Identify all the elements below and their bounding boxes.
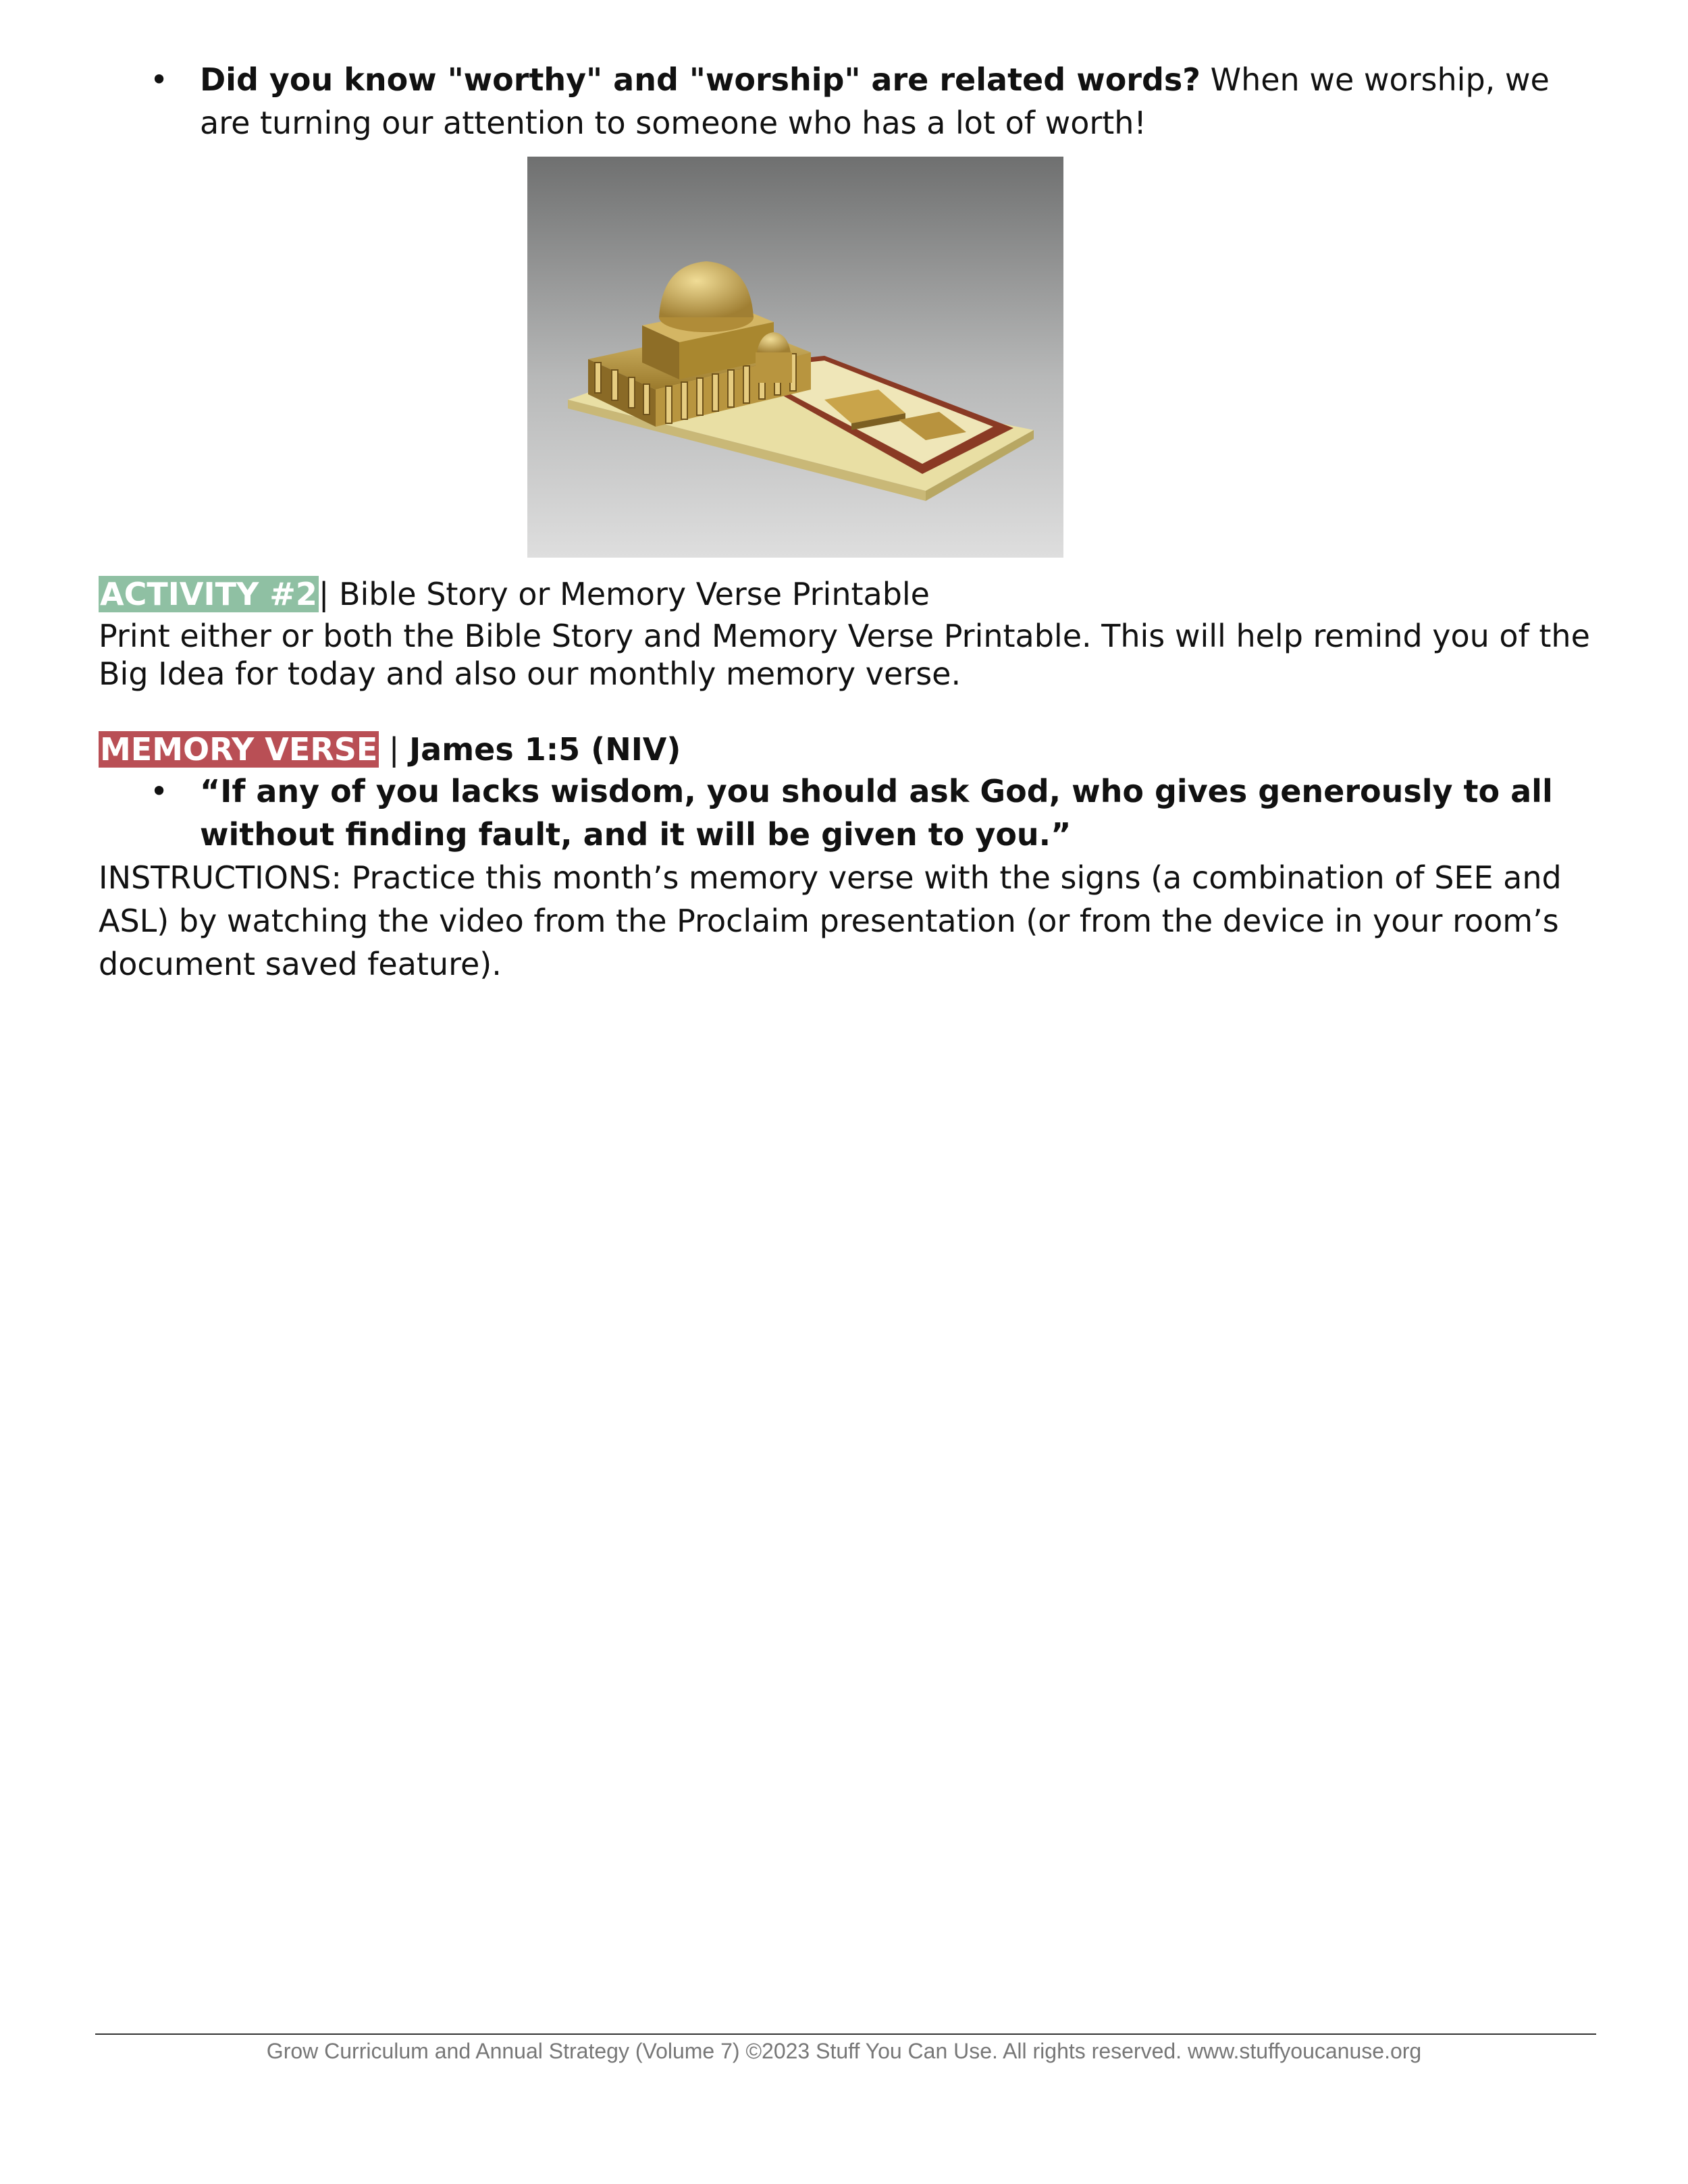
activity-tag: ACTIVITY #2	[100, 576, 317, 612]
memory-verse-bullet	[99, 770, 1604, 856]
memory-verse-heading	[99, 730, 1604, 768]
bullet-bold-lead: Did you know "worthy" and "worship" are related words?	[200, 61, 1201, 98]
bullet-dot: •	[150, 773, 169, 809]
memory-verse-instructions: INSTRUCTIONS: Practice this month’s memory verse with the signs (a combination of SEE and ASL) by watching the video from the Proclaim presentation (or from the device in your room’s document saved feature).	[99, 859, 1562, 982]
memory-verse-text: “If any of you lacks wisdom, you should ask God, who gives generously to all without finding fault, and it will be given to you.”	[200, 773, 1553, 853]
memory-verse-separator: |	[379, 731, 410, 768]
bullet-rest: When we worship, we are turning our attention to someone who has a lot of worth!	[200, 61, 1550, 141]
worthy-worship-bullet	[99, 58, 1604, 144]
memory-verse-tag: MEMORY VERSE	[100, 731, 378, 768]
bullet-dot: •	[150, 61, 169, 98]
activity-body: Print either or both the Bible Story and Memory Verse Printable. This will help remind you of the Big Idea for today and also our monthly memory verse.	[99, 618, 1590, 692]
activity-title: | Bible Story or Memory Verse Printable	[318, 576, 930, 612]
memory-verse-reference: James 1:5 (NIV)	[409, 731, 681, 768]
temple-model-image	[527, 157, 1063, 558]
footer-copyright: Grow Curriculum and Annual Strategy (Volume 7) ©2023 Stuff You Can Use. All rights reserved. www.stuffyoucanuse.org	[266, 2039, 1422, 2063]
bullet-text	[200, 58, 1604, 144]
footer-divider	[95, 2033, 1596, 2035]
activity-heading	[99, 575, 1604, 613]
